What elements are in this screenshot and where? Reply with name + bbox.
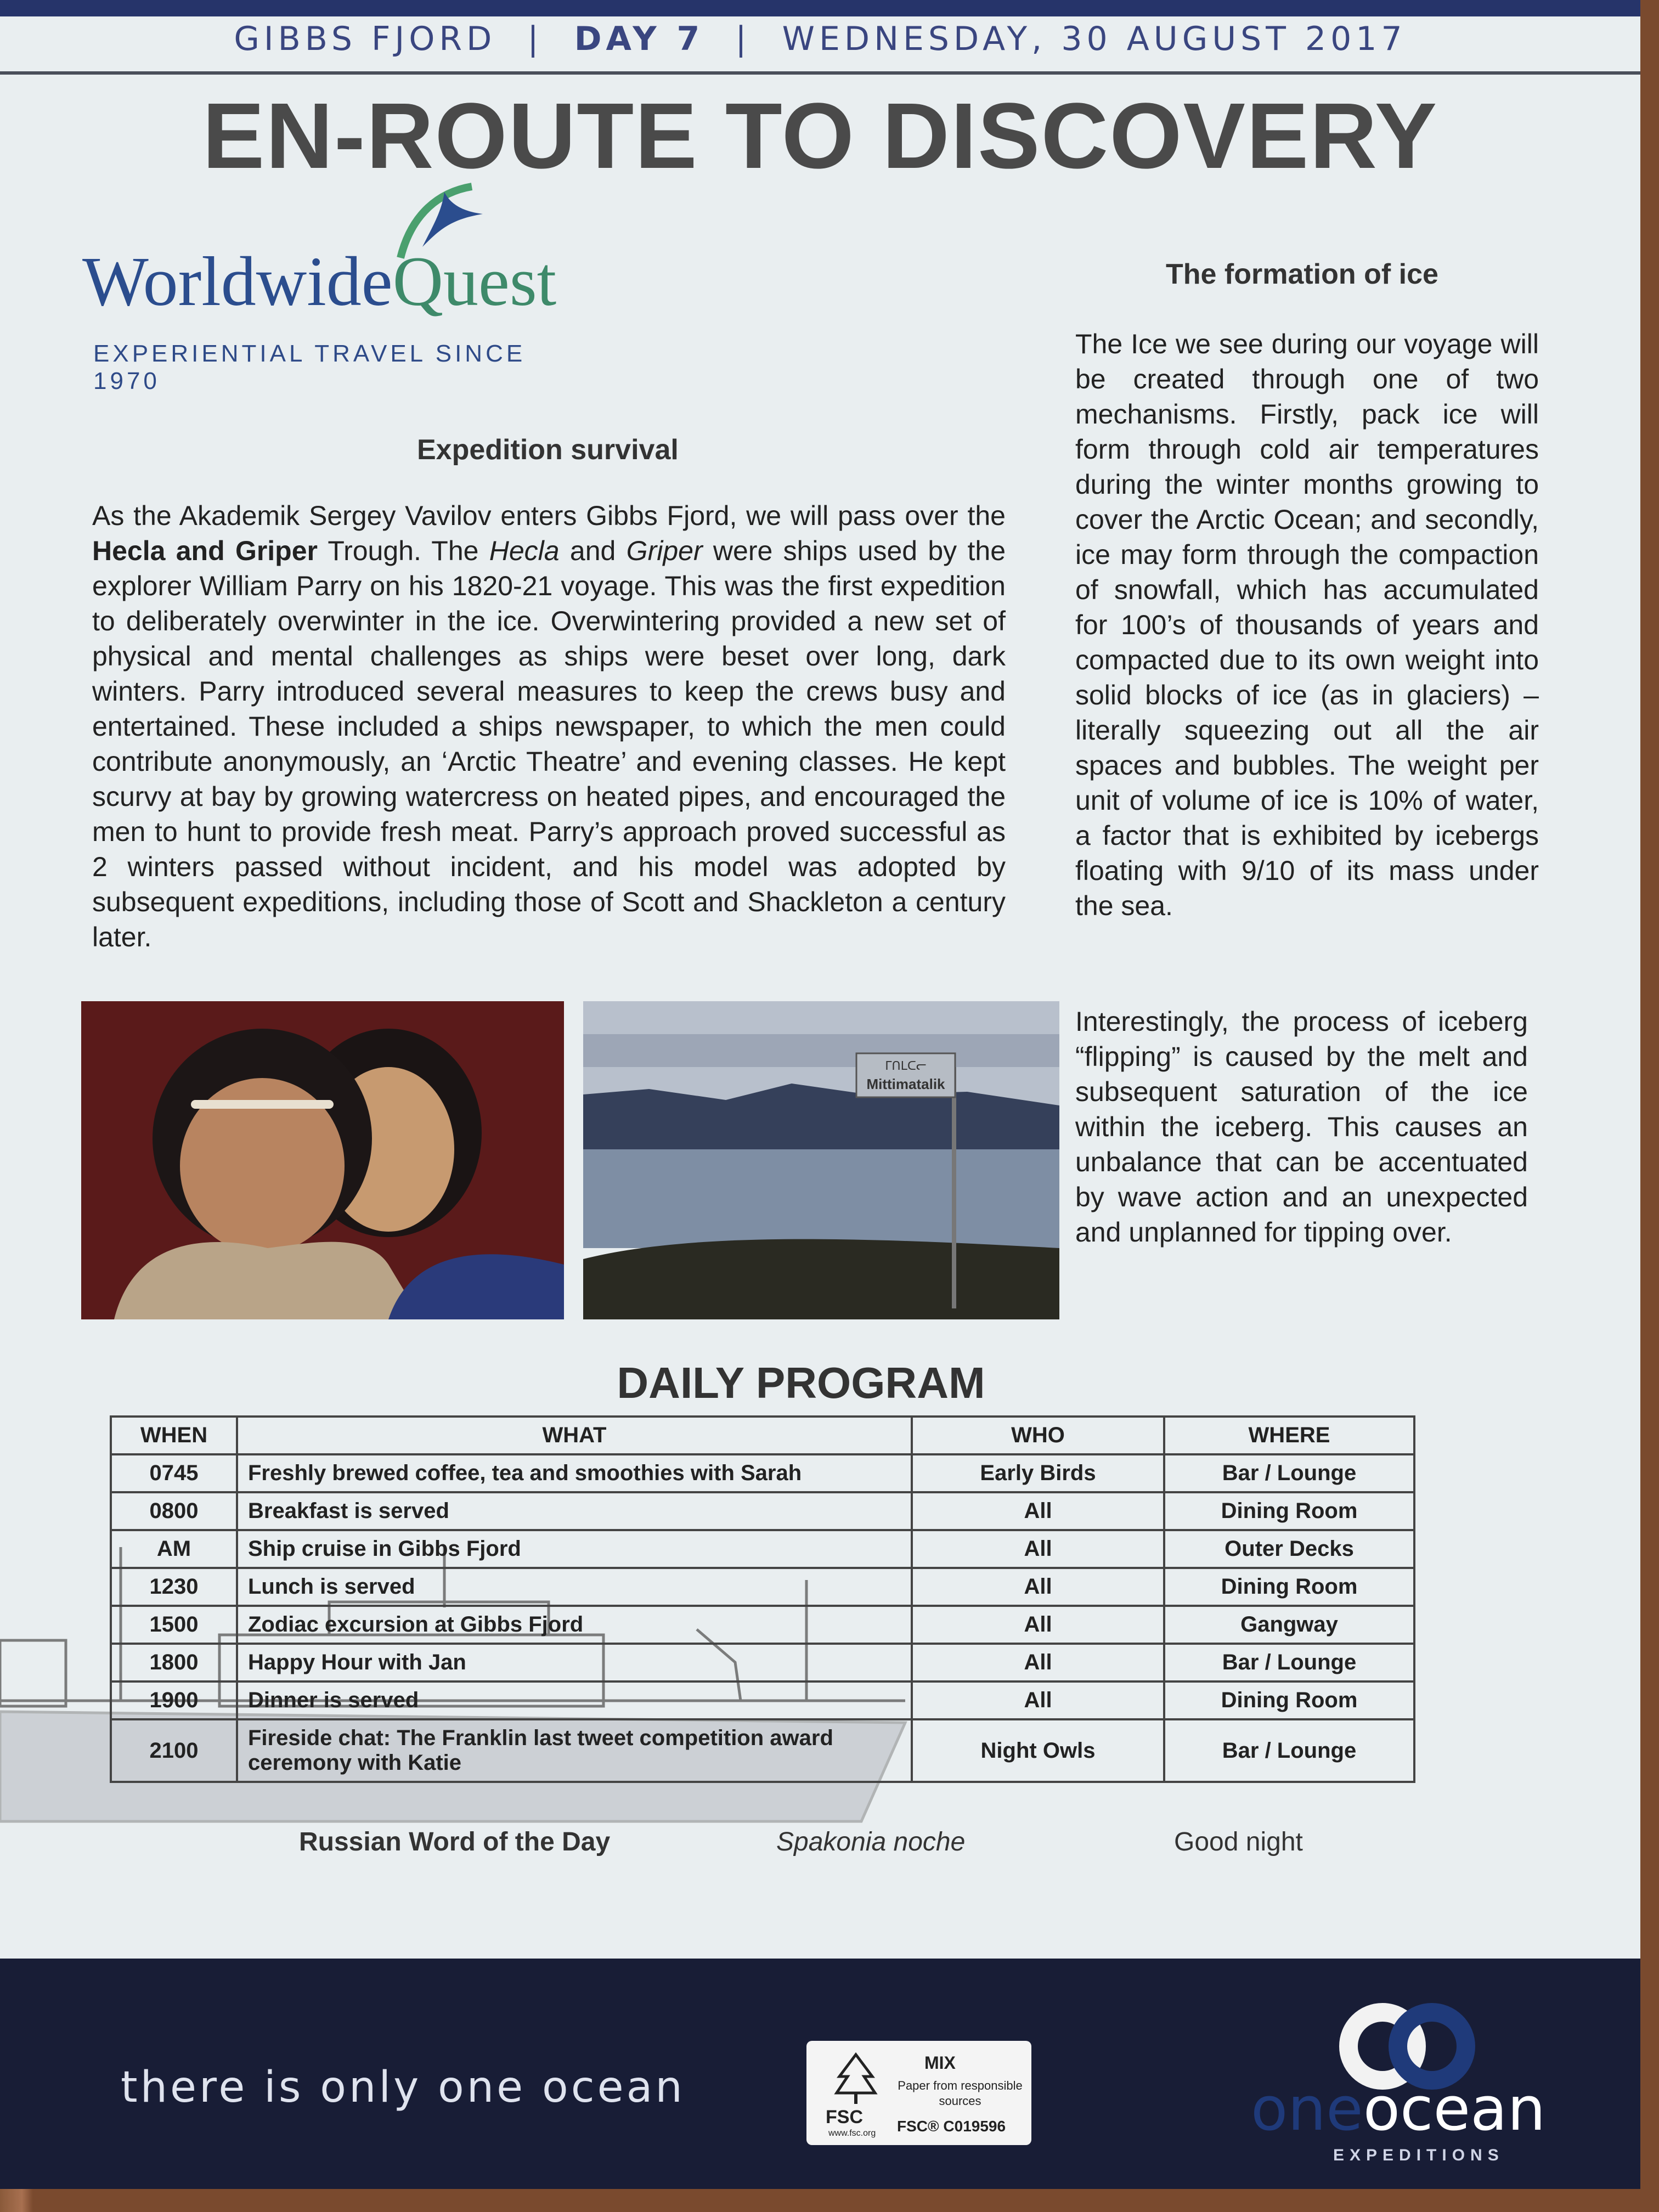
fsc-sub: Paper from responsible sources bbox=[898, 2079, 1023, 2108]
russian-word-label: Russian Word of the Day bbox=[299, 1827, 611, 1857]
ice-body-1: The Ice we see during our voyage will be created through one of two mechanisms. Firstly, pack ice will form through cold air temperatures during the winter months growing to cover the Arctic Ocean; and secondly, ice may form through the compaction of snowfall, which has accumulated for 100’s of thousands of years and compacted due to its own weight into solid blocks of ice (as in glaciers) – literally squeezing out all the air spaces and bubbles. The weight per unit of volume of ice is 10% of water, a factor that is exhibited by icebergs floating with 9/10 of its mass under the sea. bbox=[1075, 329, 1539, 921]
russian-word: Spakonia noche bbox=[776, 1827, 966, 1857]
cell-who: All bbox=[912, 1530, 1164, 1568]
one-ocean-wordmark: oneocean bbox=[1251, 2074, 1546, 2144]
cell-where: Dining Room bbox=[1164, 1681, 1414, 1719]
cell-who: Night Owls bbox=[912, 1719, 1164, 1782]
dateline-divider-2: | bbox=[735, 20, 751, 58]
cell-who: All bbox=[912, 1681, 1164, 1719]
dateline-date: WEDNESDAY, 30 AUGUST 2017 bbox=[782, 20, 1407, 58]
footer-band bbox=[0, 1959, 1640, 2189]
cell-when: 0745 bbox=[111, 1454, 237, 1492]
sign-syllabics: ᒥᑎᒪᑕᓕ bbox=[885, 1059, 927, 1073]
cell-where: Dining Room bbox=[1164, 1568, 1414, 1606]
cell-where: Bar / Lounge bbox=[1164, 1719, 1414, 1782]
page-title: EN-ROUTE TO DISCOVERY bbox=[202, 84, 1438, 188]
cell-what: Breakfast is served bbox=[237, 1492, 912, 1530]
table-row bbox=[111, 1454, 1414, 1492]
cell-what: Dinner is served bbox=[237, 1681, 912, 1719]
top-stripe bbox=[0, 0, 1640, 16]
expedition-body: As the Akademik Sergey Vavilov enters Gibbs Fjord, we will pass over the Hecla and Griper Trough. The Hecla and Griper were ships used by the explorer William Parry on his 1820-21 voyage. This was the first expedition to deliberately overwinter in the ice. Overwintering provided a new set of physical and mental challenges as ships were beset over long, dark winters. Parry introduced several measures to keep the crews busy and entertained. These included a ships newspaper, to which the men could contribute anonymously, an ‘Arctic Theatre’ and evening classes. He kept scurvy at bay by growing watercress on heated pipes, and encouraged the men to hunt to provide fresh meat. Parry’s approach proved successful as 2 winters passed without incident, and his model was adopted by subsequent expeditions, including those of Scott and Shackleton a century later. bbox=[92, 500, 1006, 952]
cell-where: Dining Room bbox=[1164, 1492, 1414, 1530]
expedition-heading: Expedition survival bbox=[417, 434, 679, 466]
table-row bbox=[111, 1719, 1414, 1782]
worldwidequest-logo bbox=[82, 181, 565, 394]
dateline bbox=[0, 20, 1640, 58]
col-who: WHO bbox=[912, 1417, 1164, 1454]
col-what: WHAT bbox=[237, 1417, 912, 1454]
photo-mittimatalik bbox=[583, 1001, 1059, 1319]
fsc-site: www.fsc.org bbox=[828, 2129, 876, 2138]
table-row bbox=[111, 1568, 1414, 1606]
cell-what: Freshly brewed coffee, tea and smoothies with Sarah bbox=[237, 1454, 912, 1492]
one-ocean-logo bbox=[1251, 2002, 1580, 2167]
table-row bbox=[111, 1492, 1414, 1530]
ice-heading: The formation of ice bbox=[1166, 258, 1438, 290]
col-when: WHEN bbox=[111, 1417, 237, 1454]
header-rule bbox=[0, 71, 1640, 75]
cell-when: 1230 bbox=[111, 1568, 237, 1606]
logo-tagline: EXPERIENTIAL TRAVEL SINCE 1970 bbox=[93, 340, 526, 394]
cell-when: 1800 bbox=[111, 1644, 237, 1681]
cell-what: Ship cruise in Gibbs Fjord bbox=[237, 1530, 912, 1568]
tree-checkmark-icon bbox=[828, 2052, 883, 2107]
logo-wordmark: WorldwideQuest bbox=[82, 242, 557, 320]
cell-who: Early Birds bbox=[912, 1454, 1164, 1492]
cell-where: Bar / Lounge bbox=[1164, 1644, 1414, 1681]
cell-what: Zodiac excursion at Gibbs Fjord bbox=[237, 1606, 912, 1644]
cell-where: Outer Decks bbox=[1164, 1530, 1414, 1568]
dateline-location: GIBBS FJORD bbox=[234, 20, 496, 58]
cell-who: All bbox=[912, 1644, 1164, 1681]
table-row bbox=[111, 1644, 1414, 1681]
cell-when: AM bbox=[111, 1530, 237, 1568]
cell-where: Gangway bbox=[1164, 1606, 1414, 1644]
one-ocean-sub: EXPEDITIONS bbox=[1333, 2146, 1504, 2164]
cell-who: All bbox=[912, 1492, 1164, 1530]
dateline-day: DAY 7 bbox=[574, 20, 704, 58]
cell-when: 1500 bbox=[111, 1606, 237, 1644]
cell-what: Happy Hour with Jan bbox=[237, 1644, 912, 1681]
table-row bbox=[111, 1681, 1414, 1719]
table-header-row bbox=[111, 1417, 1414, 1454]
fsc-code: FSC® C019596 bbox=[897, 2118, 1006, 2135]
cell-who: All bbox=[912, 1568, 1164, 1606]
footer-slogan: there is only one ocean bbox=[121, 2063, 685, 2112]
photo-people-illustration bbox=[81, 1001, 564, 1319]
russian-word-translation: Good night bbox=[1174, 1827, 1303, 1857]
cell-what: Fireside chat: The Franklin last tweet competition award ceremony with Katie bbox=[237, 1719, 912, 1782]
cell-where: Bar / Lounge bbox=[1164, 1454, 1414, 1492]
cell-who: All bbox=[912, 1606, 1164, 1644]
daily-program-title: DAILY PROGRAM bbox=[617, 1358, 985, 1407]
table-row bbox=[111, 1530, 1414, 1568]
photo-fjord-illustration bbox=[583, 1001, 1059, 1319]
fsc-mix: MIX bbox=[924, 2053, 956, 2073]
cell-when: 0800 bbox=[111, 1492, 237, 1530]
table-row bbox=[111, 1606, 1414, 1644]
daily-program-table bbox=[110, 1415, 1415, 1783]
sign-name: Mittimatalik bbox=[866, 1076, 945, 1092]
cell-what: Lunch is served bbox=[237, 1568, 912, 1606]
col-where: WHERE bbox=[1164, 1417, 1414, 1454]
dateline-divider: | bbox=[527, 20, 543, 58]
photo-inuit-game bbox=[81, 1001, 564, 1319]
cell-when: 2100 bbox=[111, 1719, 237, 1782]
ice-body-2: Interestingly, the process of iceberg “flipping” is caused by the melt and subsequent saturation of the ice within the iceberg. This causes an unbalance that can be accentuated by wave action and an unexpected and unplanned for tipping over. bbox=[1075, 1006, 1528, 1248]
cell-when: 1900 bbox=[111, 1681, 237, 1719]
fsc-badge bbox=[806, 2041, 1031, 2145]
fsc-label: FSC bbox=[826, 2107, 863, 2128]
